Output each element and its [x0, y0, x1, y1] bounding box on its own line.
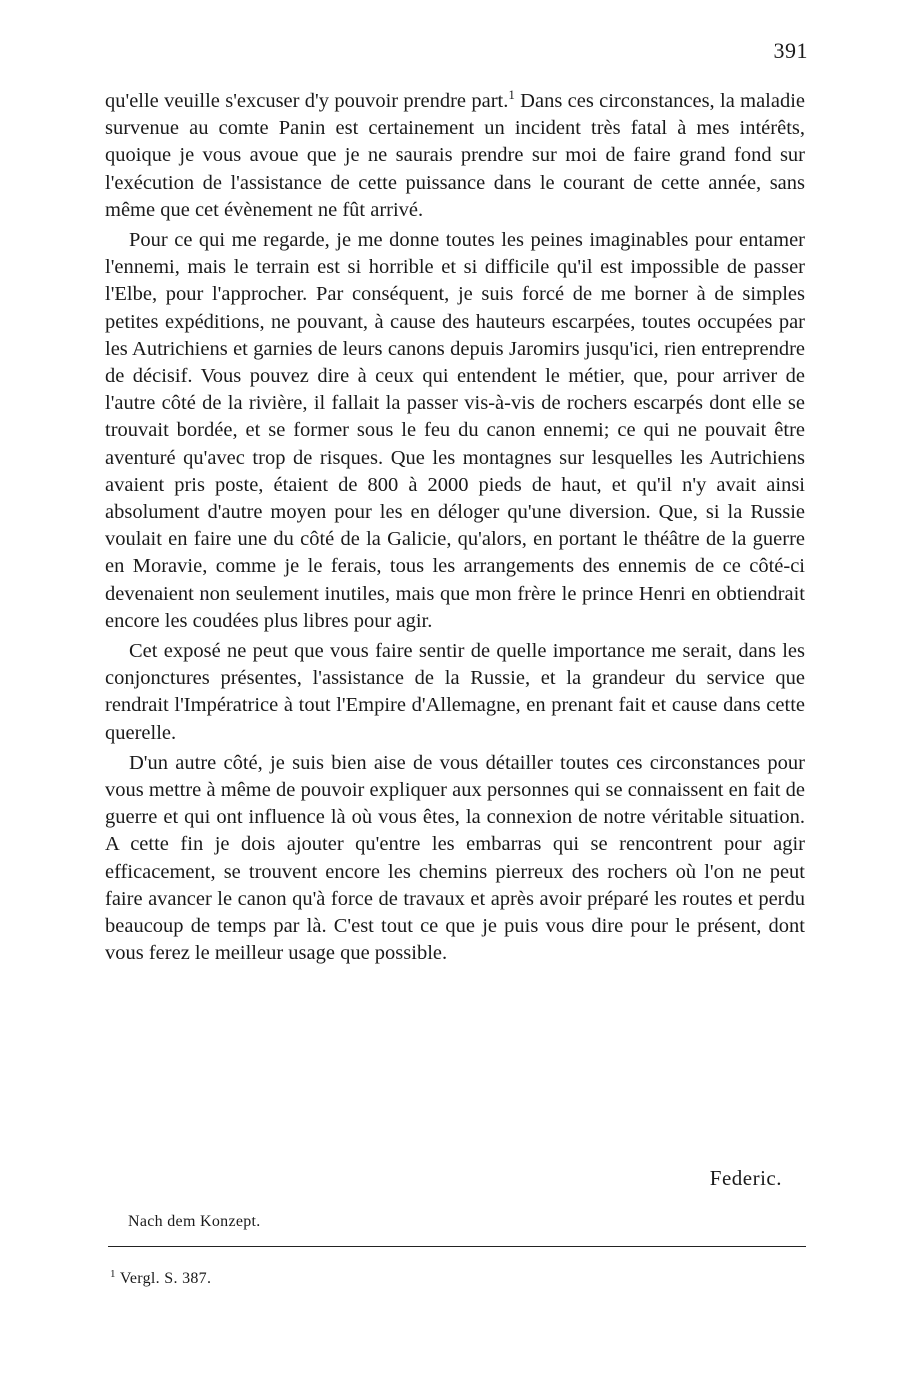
paragraph-2: Pour ce qui me regarde, je me donne toutes les peines imaginables pour entamer l'ennemi, mais le terrain est si horrible et si difficile qu'il est impossible de passer l'Elbe, pour l'approcher. Par conséquent, je suis forcé de me borner à de simples petites expéditions, ne pouvant, à cause des hauteurs escarpées, toutes occupées par les Autrichiens et garnies de leurs canons depuis Jaromirs jusqu'ici, rien entreprendre de décisif. Vous pouvez dire à ceux qui entendent le métier, que, pour arriver de l'autre côté de la rivière, il fallait la passer vis-à-vis de rochers escarpés dont elle se trouvait bordée, et se former sous le feu du canon ennemi; ce qui ne pouvait être aventuré qu'avec trop de risques. Que les montagnes sur lesquelles les Autrichiens avaient pris poste, étaient de 800 à 2000 pieds de haut, et qu'il n'y avait ainsi absolument d'autre moyen pour les en déloger qu'une diversion. Que, si la Russie voulait en faire une du côté de la Galicie, qu'alors, en portant le théâtre de la guerre en Moravie, comme je le ferais, tous les arrangements des ennemis de ce côté-ci devenaient non seulement inutiles, mais que mon frère le prince Henri en obtiendrait encore les coudées plus libres pour agir. [105, 229, 805, 632]
footnote [110, 1267, 212, 1288]
footnote-reference[interactable]: 1 [508, 87, 515, 103]
letter-body [105, 88, 805, 968]
paragraph-3: Cet exposé ne peut que vous faire sentir de quelle importance me serait, dans les conjonctures présentes, l'assistance de la Russie, et la grandeur du service que rendrait l'Impératrice à tout l'Empire d'Allemagne, en prenant fait et cause dans cette querelle. [105, 640, 805, 744]
paragraph-1-text-start: qu'elle veuille s'excuser d'y pouvoir prendre part. [105, 90, 509, 112]
source-note: Nach dem Konzept. [128, 1213, 261, 1230]
page-number: 391 [773, 38, 808, 63]
signature: Federic. [709, 1166, 782, 1190]
footnote-text: Vergl. S. 387. [119, 1270, 212, 1287]
paragraph-1-text-end: Dans ces circonstances, la maladie survenue au comte Panin est certainement un incident très fatal à mes intérêts, quoique je vous avoue que je ne saurais prendre sur moi de faire grand fond sur l'exécution de l'assistance de cette puissance dans le courant de cette année, sans même que cet évènement ne fût arrivé. [105, 90, 806, 221]
footnote-rule [108, 1246, 806, 1247]
paragraph-1 [105, 88, 805, 224]
paragraph-4: D'un autre côté, je suis bien aise de vous détailler toutes ces circonstances pour vous mettre à même de pouvoir expliquer aux personnes qui se connaissent en fait de guerre et qui ont influence là où vous êtes, la connexion de notre véritable situation. A cette fin je dois ajouter qu'entre les embarras qui se rencontrent pour agir efficacement, se trouvent encore les chemins pierreux des rochers où l'on ne peut faire avancer le canon qu'à force de travaux et après avoir préparé les routes et perdu beaucoup de temps par là. C'est tout ce que je puis vous dire pour le présent, dont vous ferez le meilleur usage que possible. [105, 751, 805, 965]
footnote-mark: 1 [110, 1267, 116, 1280]
